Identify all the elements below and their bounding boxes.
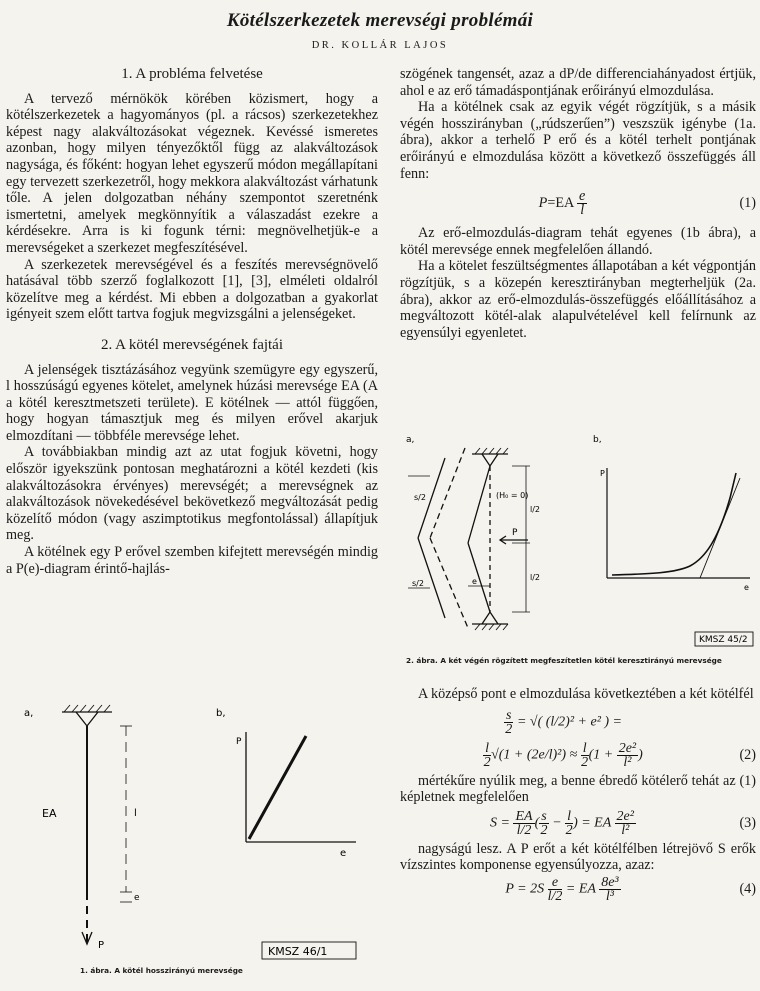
figure-2 [400,428,756,653]
equation-4: P = 2S $\frac{e}{l/2}$ = EA $\frac{\text{8e³}}{\text{l³}}$ (4) [505,874,756,904]
section2-paragraph-2: A továbbiakban mindig azt az utat fogjuk követni, hogy először igyekszünk pontosan meghatározni a kötél kezdeti (kis alakváltozásokra érvényes) merevségét; a merevségnek az alakváltozások növekedésével bekövetkező megváltozását pedig közelítő módon (vagy aszimptotikus megfontolással) állapítjuk meg. [6,444,378,544]
right-column [400,66,756,341]
fig2-code: KMSZ 45/2 [699,635,748,645]
fig2-l2-top: l/2 [530,505,541,514]
equation-2b: $\frac{l}{2}$ √(1 + (2e/l)²) ≈ $\frac{l}{2}$ (1 + $\frac{\text{2e²}}{\text{l²}}$ ) (2) [483,740,756,770]
right-paragraph-7: nagyságú lesz. A P erőt a két kötélfélben létrejövő S erők vízszintes komponense egyensúlyozza, azaz: [400,840,756,874]
fig2-s2-top: s/2 [414,493,426,502]
fig1-p-axis: P [236,737,242,747]
fig1-label-b: b, [216,708,226,719]
equation-1: P=EA $\frac{e}{l}$ (1) [538,188,756,219]
fig1-e: e [134,893,140,903]
right-paragraph-5: A középső pont e elmozdulása következtében a két kötélfél [418,686,754,702]
section1-paragraph-2: A szerkezetek merevségével és a feszítés merevségnövelő hatásával több szerző foglalkozott [1], [3], elméleti oldalról közelítve meg a kérdést. Mi ebben a dolgozatban a gyakorlat igényeit szem előtt tartva fogjuk megvizsgálni a jelenségeket. [6,256,378,323]
fig1-l: l [134,808,137,819]
right-paragraph-2: Ha a kötélnek csak az egyik végét rögzítjük, s a másik végén hosszirányban („rúdszerűen”) veszszük igénybe (1a. ábra), akkor a terhelő P erő és a kötél terhelt pontjának erőirányú e elmozdulása között a következő összefüggés áll fenn: [400,99,756,182]
equation-2-number: (2) [739,746,756,763]
fig1-p: P [98,940,105,951]
right-paragraph-6: mértékűre nyúlik meg, a benne ébredő kötélerő tehát az (1) képletnek megfelelően [400,772,756,806]
equation-4-number: (4) [739,881,756,898]
section2-paragraph-3: A kötélnek egy P erővel szemben kifejtett merevségén mindig a P(e)-diagram érintő-hajlás- [6,544,378,577]
fig1-e-axis: e [340,848,347,859]
equation-3-number: (3) [739,814,756,831]
equation-3: S = $\frac{EA}{l/2}$ ( $\frac{s}{2}$ − $\frac{l}{2}$ ) = EA $\frac{\text{2e²}}{\text{l²}}$ (3) [490,808,756,838]
right-paragraph-3: Az erő-elmozdulás-diagram tehát egyenes (1b ábra), a kötél merevsége ennek megfelelően állandó. [400,225,756,258]
fig2-s2-bottom: s/2 [412,579,424,588]
section2-paragraph-1: A jelenségek tisztázásához vegyünk szemügyre egy egyszerű, l hosszúságú egyenes kötelet, amelynek húzási merevsége EA (A a kötél keresztmetszeti területe). E kötélnek — attól függően, hogy hogyan támasztjuk meg és milyen erővel akarjuk elmozdítani — többféle merevsége lehet. [6,361,378,444]
left-column [6,66,378,577]
fig2-p-axis: P [600,469,605,478]
right-paragraph-1: szögének tangensét, azaz a dP/de differenciahányadost értjük, ahol e az erő támadáspontjának erőirányú elmozdulása. [400,66,756,99]
fig2-label-b: b, [593,435,602,445]
paper-title: Kötélszerkezetek merevségi problémái [226,10,534,31]
fig1-code: KMSZ 46/1 [268,945,328,958]
equation-2a: $\frac{s}{2}$ = √( (l/2)² + e² ) = [505,707,622,737]
fig2-p: P [512,528,518,538]
fig1-caption: 1. ábra. A kötél hosszirányú merevsége [80,966,243,975]
fig2-caption: 2. ábra. A két végén rögzített megfeszítetlen kötél keresztirányú merevsége [406,656,722,665]
paper-author: DR. KOLLÁR LAJOS [311,40,449,51]
figure-1 [6,692,378,964]
fig2-e: e [472,577,477,586]
section2-heading: 2. A kötél merevségének fajtái [100,336,284,353]
section1-heading: 1. A probléma felvetése [121,66,263,82]
fig2-e-axis: e [744,583,749,592]
fig1-label-a: a, [24,708,34,719]
fig2-l2-bottom: l/2 [530,573,541,582]
fig2-label-a: a, [406,435,415,445]
fig1-ea: EA [42,807,57,820]
fig2-h0: (H₀ = 0) [496,491,529,500]
right-column-bottom [400,686,756,905]
right-paragraph-4: Ha a kötelet feszültségmentes állapotában a két végpontján rögzítjük, s a közepén keresztirányban megterheljük (2a. ábra), akkor az erő-elmozdulás-összefüggés előállításához a megváltozott kötél-alak alapulvételével kell felírnunk az egyensúlyi egyenletet. [400,258,756,341]
equation-1-number: (1) [739,195,756,212]
section1-paragraph-1: A tervező mérnökök körében közismert, hogy a kötélszerkezetek a hagyományos (pl. a rácsos) szerkezetekhez képest nagy alakváltozásokat végeznek. Kevéssé ismeretes azonban, hogy milyen tényezőktől függ az alakváltozások nagysága, és főként: hogyan lehet egyszerű módon megállapítani egy tervezett szerkezetről, hogy mekkora alakváltozást várhatunk tőle. A jelen dolgozatban néhány szempontot szeretnénk ismertetni, amelyek megkönnyítik a válaszadást ezekre a kérdésekre. Arra is ki fogunk térni: megnövelhetjük-e a merevségeket a szerkezet megfeszítésével. [6,90,378,256]
